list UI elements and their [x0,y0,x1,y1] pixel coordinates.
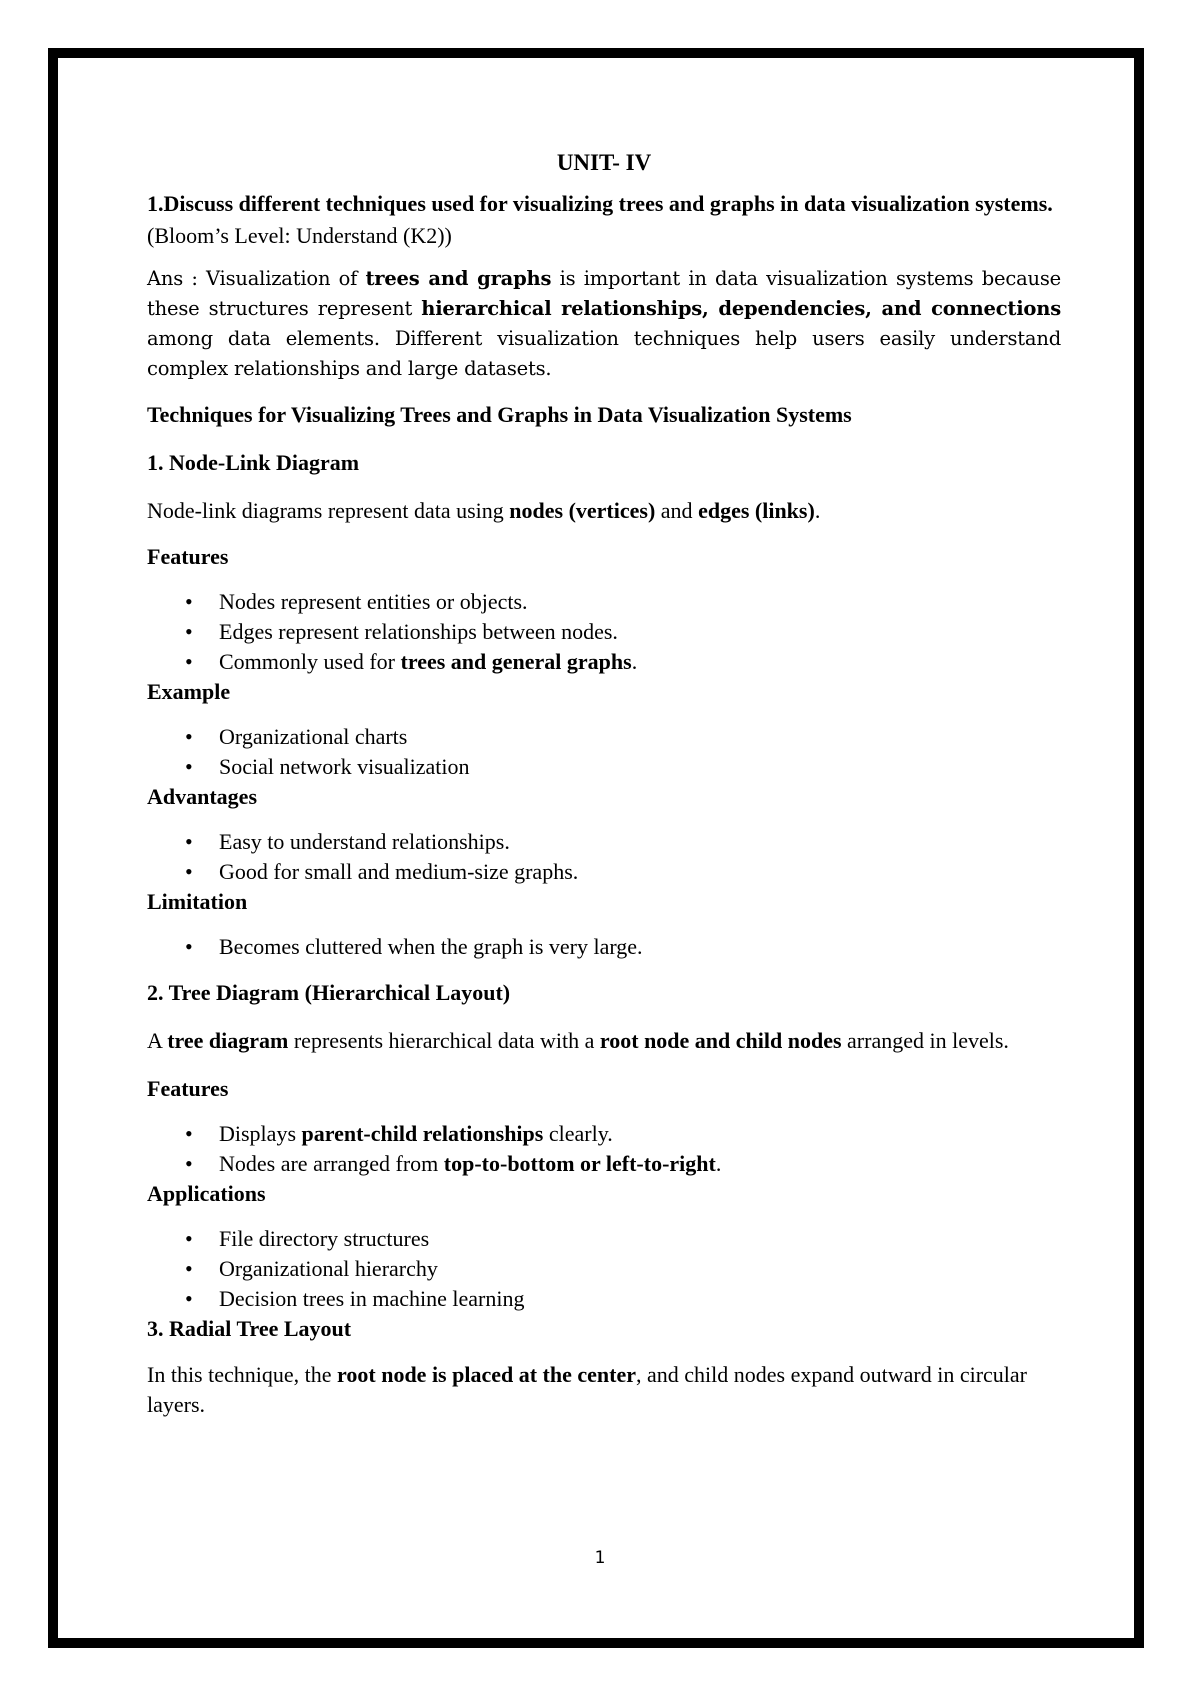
list-item: • Easy to understand relationships. [147,827,1061,857]
features-label: Features [147,544,229,569]
list-item: • Becomes cluttered when the graph is very large. [147,932,1061,962]
question [147,188,1061,252]
tree-diagram-intro: A tree diagram represents hierarchical data with a root node and child nodes arranged in levels. [147,1028,1009,1053]
list-item: • Decision trees in machine learning [147,1284,1061,1314]
document-body [147,148,1061,1436]
question-text: 1.Discuss different techniques used for visualizing trees and graphs in data visualization systems. [147,191,1053,216]
list-item: • Good for small and medium-size graphs. [147,857,1061,887]
features-list [147,1119,1061,1179]
blooms-level: (Bloom’s Level: Understand (K2)) [147,223,452,248]
example-label: Example [147,679,231,704]
limitation-list [147,932,1061,962]
section-heading-radial-tree: 3. Radial Tree Layout [147,1316,352,1341]
features-list [147,587,1061,677]
list-item: • Social network visualization [147,752,1061,782]
list-item: • Nodes represent entities or objects. [147,587,1061,617]
answer-paragraph: Ans : Visualization of trees and graphs is important in data visualization systems because these structures represent hierarchical relationships, dependencies, and connections among data elements. Different visualization techniques help users easily understand complex relationships and large datasets. [147,267,1062,380]
applications-label: Applications [147,1181,266,1206]
list-item: • File directory structures [147,1224,1061,1254]
list-item: • Nodes are arranged from top-to-bottom or left-to-right. [147,1149,1061,1179]
list-item: • Organizational charts [147,722,1061,752]
list-item: • Displays parent-child relationships clearly. [147,1119,1061,1149]
main-heading: Techniques for Visualizing Trees and Graphs in Data Visualization Systems [147,402,852,427]
section-heading-tree-diagram: 2. Tree Diagram (Hierarchical Layout) [147,980,511,1005]
example-list [147,722,1061,782]
unit-title: UNIT- IV [556,150,652,175]
list-item: • Edges represent relationships between nodes. [147,617,1061,647]
page-number: 1 [594,1548,606,1568]
advantages-list [147,827,1061,887]
advantages-label: Advantages [147,784,258,809]
limitation-label: Limitation [147,889,248,914]
node-link-intro: Node-link diagrams represent data using nodes (vertices) and edges (links). [147,498,821,523]
radial-tree-intro: In this technique, the root node is placed at the center, and child nodes expand outward in circular layers. [147,1362,1027,1417]
section-heading-node-link: 1. Node-Link Diagram [147,450,360,475]
applications-list [147,1224,1061,1314]
features-label: Features [147,1076,229,1101]
list-item: • Organizational hierarchy [147,1254,1061,1284]
list-item: • Commonly used for trees and general graphs. [147,647,1061,677]
